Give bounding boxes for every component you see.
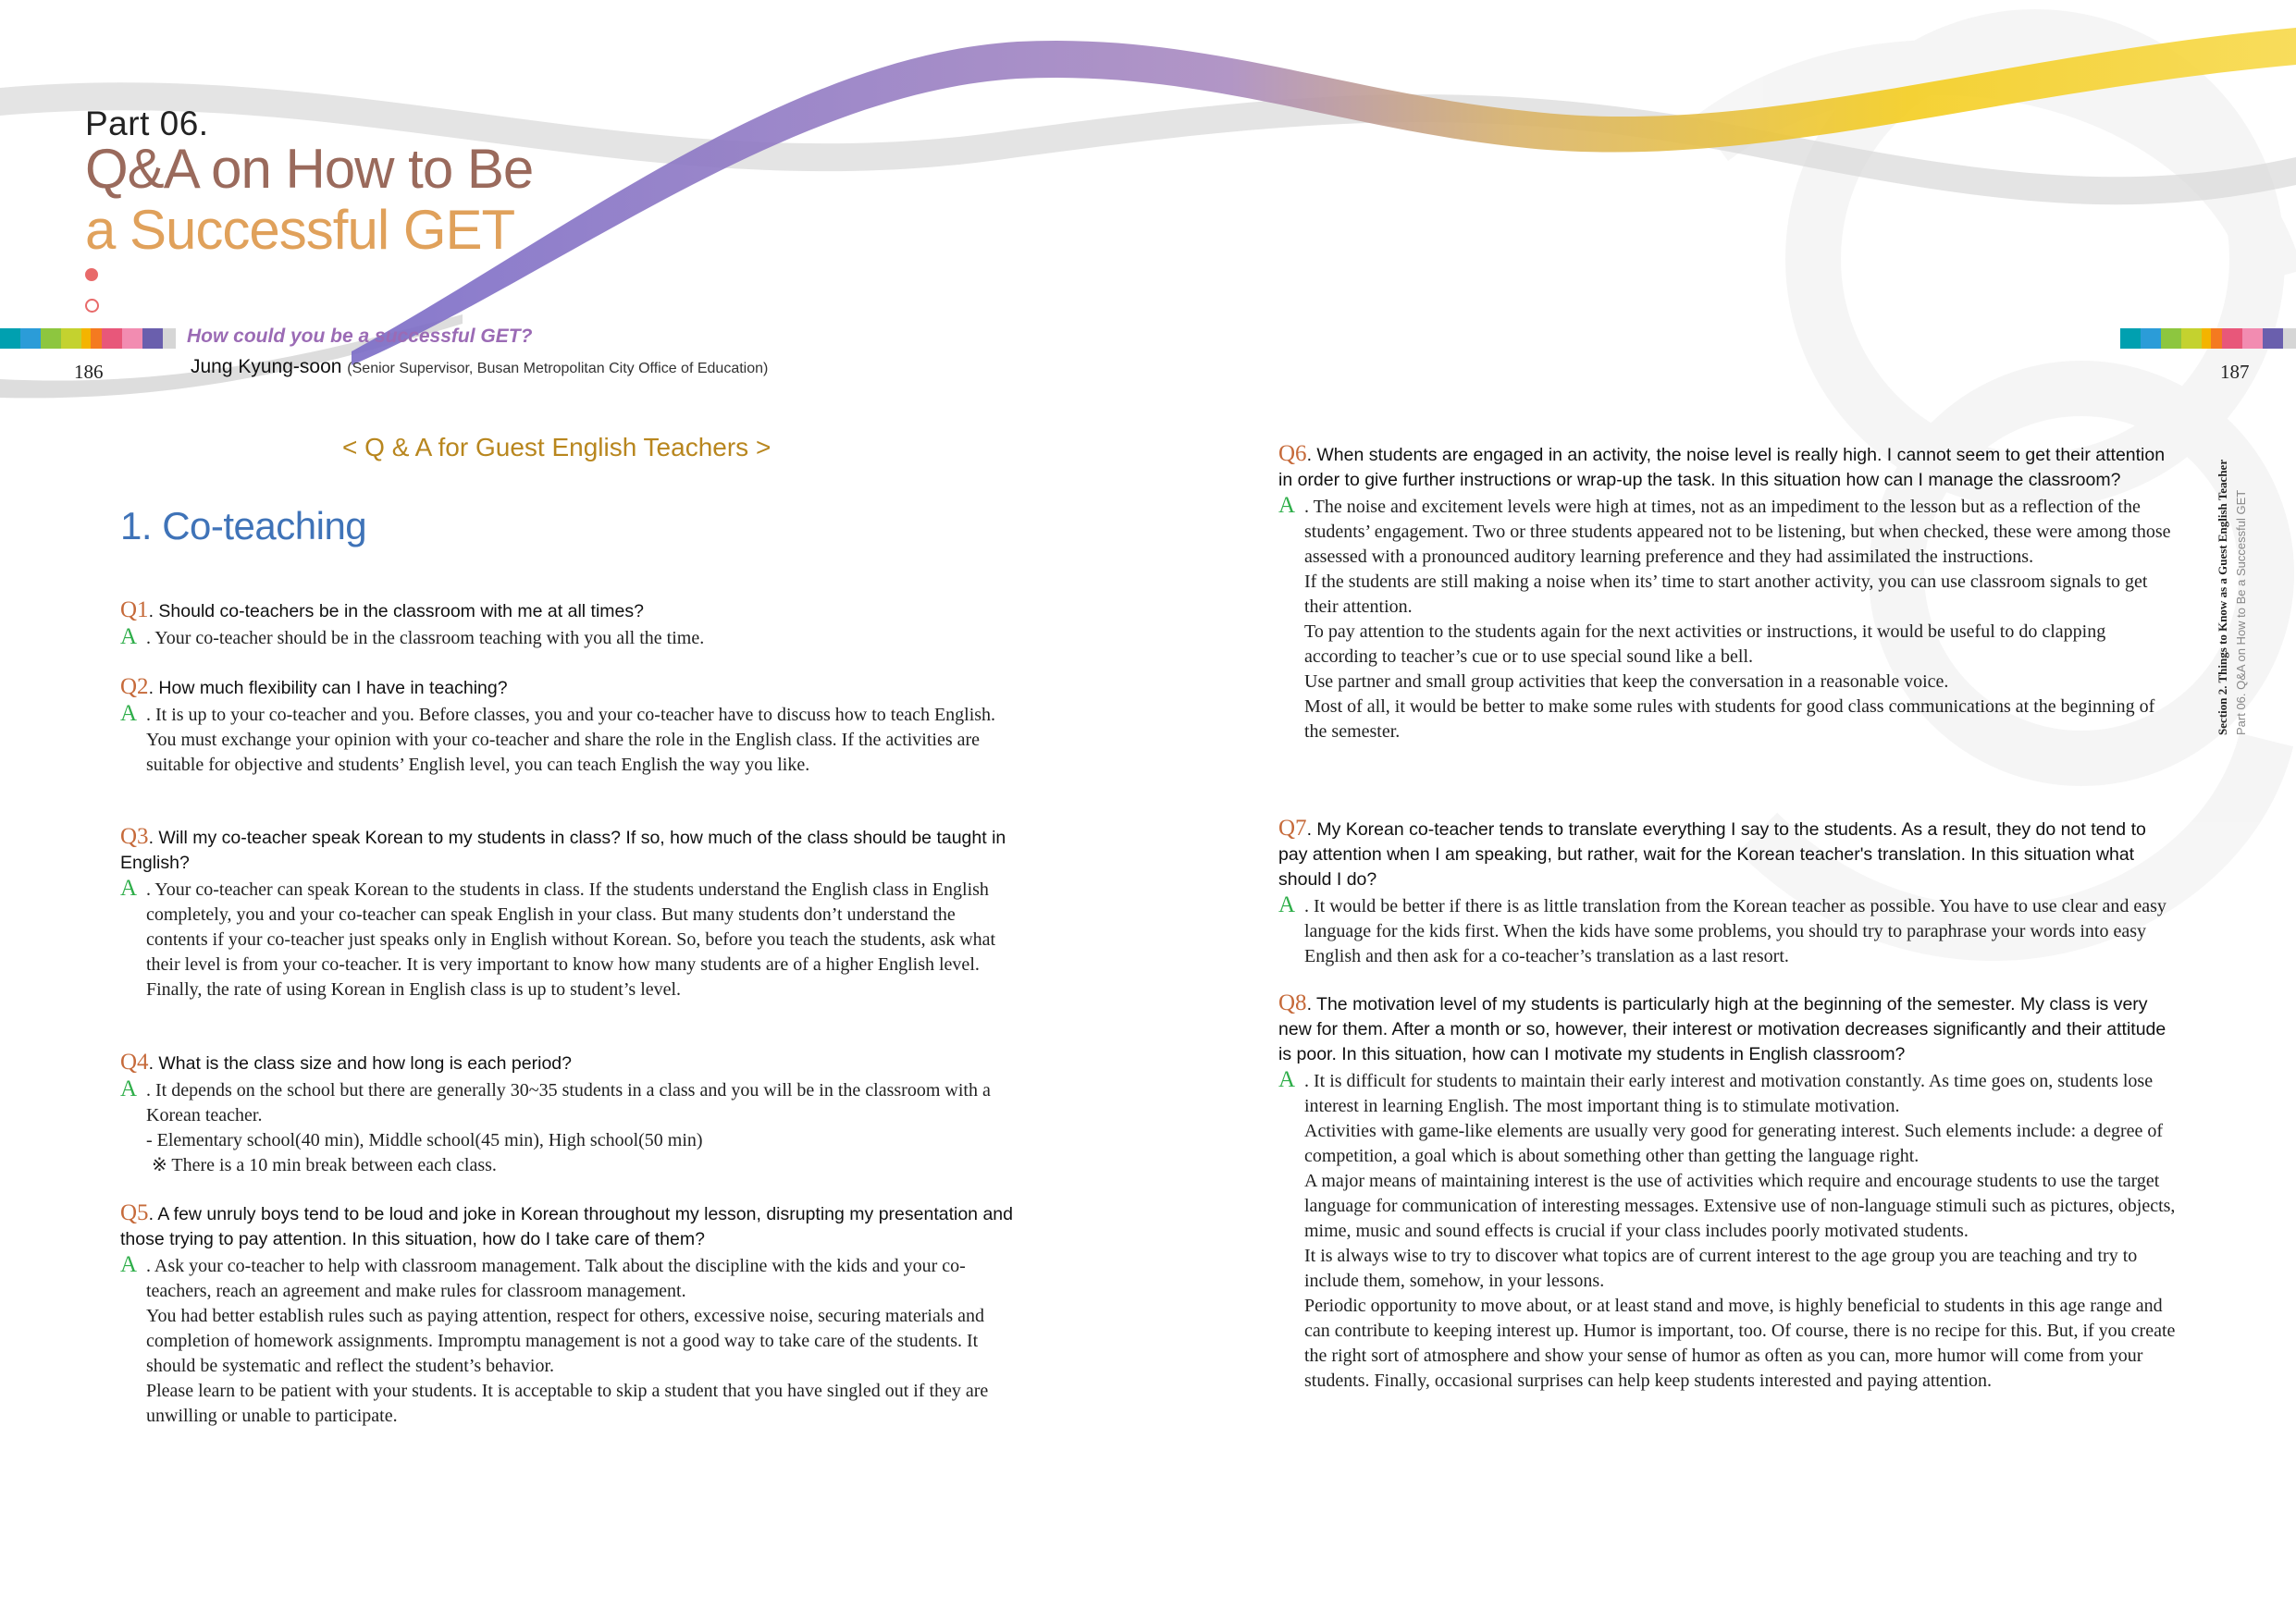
- answer-paragraph: Use partner and small group activities that keep the conversation in a reasonable voice.: [1304, 671, 1949, 692]
- answer: [1278, 892, 2176, 969]
- answer-label: A: [120, 701, 138, 726]
- question-text: . Should co-teachers be in the classroom with me at all times?: [148, 601, 644, 621]
- color-strip-right: [2120, 328, 2296, 349]
- question-text: . The motivation level of my students is particularly high at the beginning of the semester. My class is very new for them. After a month or so, however, their interest or motivation decreases significantly and their attitude is poor. In this situation, how can I motivate my students in English classroom?: [1278, 994, 2166, 1064]
- question-text: . What is the class size and how long is each period?: [148, 1053, 572, 1074]
- section-title: 1. Co-teaching: [120, 504, 367, 547]
- answer: [1278, 1067, 2176, 1394]
- question-text: . Will my co-teacher speak Korean to my students in class? If so, how much of the class should be taught in English?: [120, 828, 1006, 873]
- answer-label: A: [120, 876, 138, 901]
- question: [120, 824, 1018, 876]
- answer-text: . The noise and excitement levels were high at times, not as an impediment to the lesson but as a reflection of the students’ engagement. Two or three students appeared not to be listening, but when checked, these were among those assessed with a pronounced auditory learning preference and they had assimilated the instructions.: [1304, 497, 2171, 567]
- answer-paragraph: Activities with game-like elements are usually very good for generating interest. Such elements include: a degree of competition, a goal which is about something other than getting the language right.: [1304, 1121, 2164, 1166]
- page-number-right: 187: [2220, 361, 2250, 383]
- author-name: Jung Kyung-soon: [191, 356, 342, 377]
- question: [1278, 990, 2176, 1067]
- bullet-dot-filled: [85, 268, 98, 281]
- answer-note: ※ There is a 10 min break between each class.: [152, 1155, 497, 1175]
- answer-paragraph: It is always wise to try to discover what topics are of current interest to the age group you are teaching and try to include them, somehow, in your lessons.: [1304, 1246, 2138, 1291]
- answer-paragraph: Please learn to be patient with your students. It is acceptable to skip a student that you have singled out if they are unwilling or unable to participate.: [146, 1381, 989, 1426]
- question-label: Q4: [120, 1050, 149, 1075]
- qa-section-heading: < Q & A for Guest English Teachers >: [342, 433, 772, 461]
- question-label: Q5: [120, 1200, 149, 1225]
- answer-paragraph: Periodic opportunity to move about, or at least stand and move, is highly beneficial to students in this age range and can contribute to keeping interest up. Humor is important, too. Of course, there is no recipe for this. But, if you create the right sort of atmosphere and show your sense of humor as often as you can, more humor will come from your students. Finally, occasional surprises can help keep students interested and paying attention.: [1304, 1296, 2176, 1391]
- question-text: . A few unruly boys tend to be loud and joke in Korean throughout my lesson, disrupting my presentation and those trying to pay attention. In this situation, how do I take care of them?: [120, 1204, 1013, 1249]
- qa-item-7: [1278, 816, 2176, 969]
- answer-text: . It is up to your co-teacher and you. Before classes, you and your co-teacher have to discuss how to teach English. You must exchange your opinion with your co-teacher and share the role in the English class. If the activities are suitable for objective and students’ English level, you can teach English the way you like.: [146, 705, 996, 775]
- answer-paragraph: - Elementary school(40 min), Middle school(45 min), High school(50 min): [146, 1130, 703, 1150]
- question-label: Q2: [120, 674, 149, 699]
- answer-text: . It would be better if there is as little translation from the Korean teacher as possible. You have to use clear and easy language for the kids first. When the kids have some problems, you should try to paraphrase your words into easy English and then ask for a co-teacher’s translation as a last resort.: [1304, 896, 2166, 966]
- answer-label: A: [1278, 493, 1296, 518]
- answer-label: A: [120, 1076, 138, 1101]
- question-label: Q3: [120, 824, 149, 849]
- answer-paragraph: You had better establish rules such as paying attention, respect for others, excessive noise, securing materials and completion of homework assignments. Impromptu management is not a good way to take care of the students. It should be systematic and reflect the student’s behavior.: [146, 1306, 985, 1376]
- chapter-title-line1: Q&A on How to Be: [85, 138, 534, 200]
- question-label: Q7: [1278, 816, 1307, 841]
- answer-text: . Ask your co-teacher to help with classroom management. Talk about the discipline with the kids and your co-teachers, reach an agreement and make rules for classroom management.: [146, 1256, 966, 1301]
- side-section-text: Section 2. Things to Know as a Guest English Teacher: [2216, 459, 2229, 735]
- answer: [120, 624, 1018, 651]
- answer-label: A: [120, 624, 138, 649]
- question: [120, 674, 1018, 701]
- answer: [1278, 493, 2176, 744]
- qa-item-1: [120, 597, 1018, 651]
- qa-item-3: [120, 824, 1018, 1002]
- answer-paragraph: Most of all, it would be better to make some rules with students for good class communications at the beginning of the semester.: [1304, 696, 2155, 742]
- answer: [120, 876, 1018, 1002]
- answer-label: A: [1278, 1067, 1296, 1092]
- question: [1278, 441, 2176, 493]
- qa-item-6: [1278, 441, 2176, 744]
- qa-item-5: [120, 1200, 1018, 1429]
- answer: [120, 1076, 1018, 1178]
- question-label: Q1: [120, 597, 149, 622]
- question: [120, 597, 1018, 624]
- question: [120, 1050, 1018, 1076]
- chapter-title-line2: a Successful GET: [85, 199, 515, 261]
- question: [1278, 816, 2176, 892]
- question-label: Q8: [1278, 990, 1307, 1015]
- side-running-head: [2216, 459, 2271, 744]
- question-text: . When students are engaged in an activity, the noise level is really high. I cannot seem to get their attention in order to give further instructions or wrap-up the task. In this situation how can I manage the classroom?: [1278, 445, 2166, 490]
- answer-paragraph: If the students are still making a noise when its’ time to start another activity, you can use classroom signals to get their attention.: [1304, 572, 2148, 617]
- page-number-left: 186: [74, 361, 104, 383]
- part-number: Part 06.: [85, 105, 209, 142]
- qa-item-2: [120, 674, 1018, 778]
- answer-paragraph: To pay attention to the students again for the next activities or instructions, it would be useful to do clapping according to teacher’s cue or to use special sound like a bell.: [1304, 621, 2106, 667]
- answer-text: . Your co-teacher can speak Korean to the students in class. If the students understand the English class in English completely, you and your co-teacher can speak English in your class. But many students don’t understand the contents if your co-teacher just speaks only in English without Korean. So, before you teach the students, ask what their level is from your co-teacher. It is very important to know how many students are of a higher English level. Finally, the rate of using Korean in English class is up to student’s level.: [146, 879, 996, 1000]
- question-text: . My Korean co-teacher tends to translate everything I say to the students. As a result, they do not tend to pay attention when I am speaking, but rather, wait for the Korean teacher's translation. In this situation what should I do?: [1278, 819, 2146, 890]
- chapter-title: [85, 139, 533, 261]
- answer-text: . It is difficult for students to maintain their early interest and motivation constantly. As time goes on, students lose interest in learning English. The most important thing is to stimulate motivation.: [1304, 1071, 2154, 1116]
- qa-item-8: [1278, 990, 2176, 1394]
- subtitle-question: How could you be a successful GET?: [187, 326, 533, 347]
- author-line: [191, 356, 768, 378]
- author-affiliation: (Senior Supervisor, Busan Metropolitan City Office of Education): [347, 361, 769, 376]
- question-label: Q6: [1278, 441, 1307, 466]
- answer-label: A: [1278, 892, 1296, 917]
- question: [120, 1200, 1018, 1252]
- qa-item-4: [120, 1050, 1018, 1178]
- bullet-dot-outline: [85, 299, 99, 313]
- answer-text: . Your co-teacher should be in the classroom teaching with you all the time.: [146, 628, 705, 648]
- answer-paragraph: A major means of maintaining interest is the use of activities which require and encourage students to use the target language for communication of interesting messages. Extensive use of non-language stimuli such as pictures, objects, mime, music and sound effects is crucial if your class includes poorly motivated students.: [1304, 1171, 2176, 1241]
- answer: [120, 701, 1018, 778]
- side-part-text: Part 06. Q&A on How to Be a Successful GET: [2234, 489, 2248, 735]
- answer: [120, 1252, 1018, 1429]
- answer-label: A: [120, 1252, 138, 1277]
- color-strip-left: [0, 328, 176, 349]
- question-text: . How much flexibility can I have in teaching?: [148, 678, 508, 698]
- answer-text: . It depends on the school but there are generally 30~35 students in a class and you will be in the classroom with a Korean teacher.: [146, 1080, 991, 1125]
